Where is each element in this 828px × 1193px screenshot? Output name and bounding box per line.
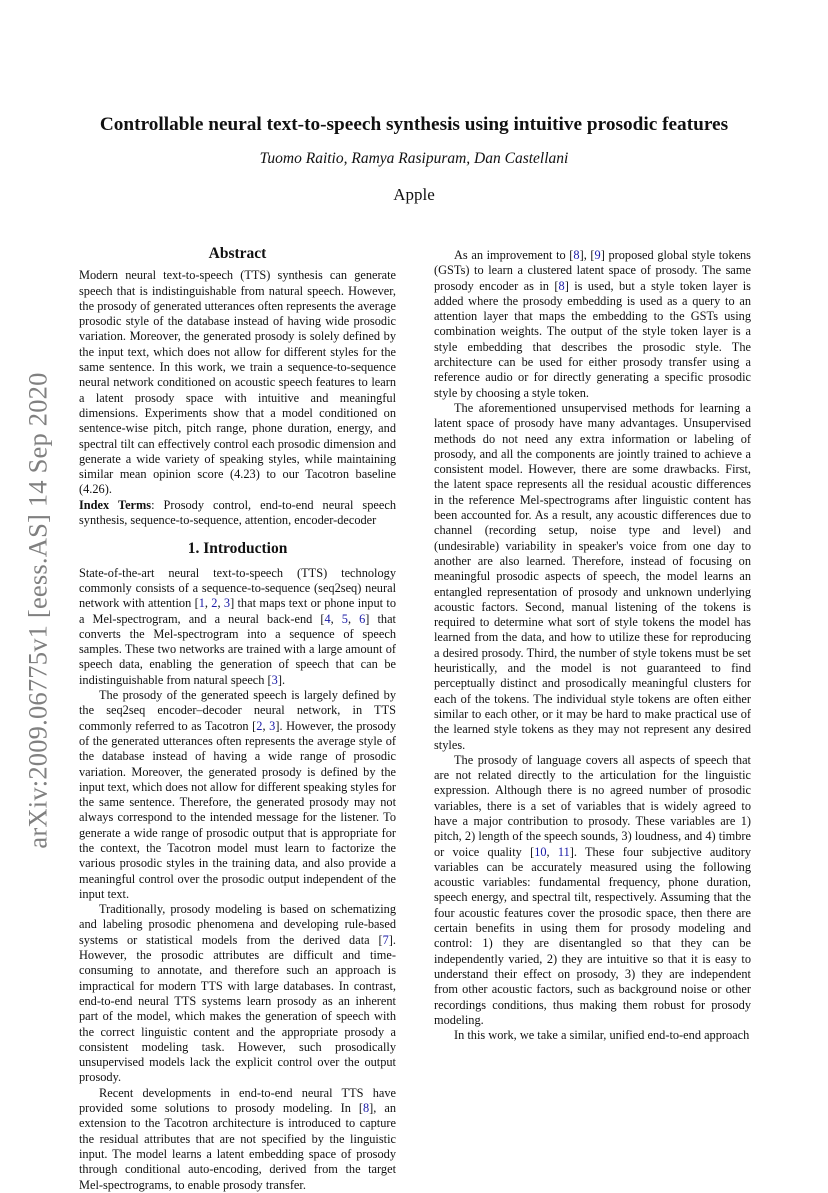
citation-link[interactable]: 6 bbox=[359, 611, 366, 626]
text-run: ]. However, the prosody of the generated utterances often represents the average style of the database instead of having a wide range of prosodic variation. Moreover, the generated prosody is defined by the input text, which does not allow for different speaking styles for the same sentence. Therefore, the generated prosody may not always correspond to the intended message for the listener. To generate a wide range of prosodic output that is appropriate for the context, the Tacotron model must learn to factorize the various prosodic styles in the training data, and also provide a meaningful control over the prosodic output independent of the input text. bbox=[79, 718, 396, 901]
text-run: ] proposed global style tokens (GSTs) to learn a clustered latent space of prosody. The same prosody encoder as in [ bbox=[434, 248, 751, 293]
text-run: ], an extension to the Tacotron architecture is introduced to capture the residual attributes that are not specified by the linguistic input. The model learns a latent embedding space of prosody through conditional auto-encoding, derived from the target Mel-spectrograms, to enable prosody transfer. bbox=[79, 1101, 396, 1192]
text-run: ] that converts the Mel-spectrogram into a sequence of speech samples. These two networks are trained with a large amount of speech data, enabling the generation of speech that can be indistinguishable from natural speech [ bbox=[79, 611, 396, 687]
text-run: ] is used, but a style token layer is added where the prosody embedding is used as a query to an attention layer that maps the embedding to the GSTs using combination weights. The output of the style token layer is a style embedding that describes the prosodic style. The architecture can be used for either prosody transfer using a reference audio or for directly generating a specific prosodic style by choosing a style token. bbox=[434, 278, 751, 400]
text-run: ]. However, the prosodic attributes are difficult and time-consuming to annotate, and therefore such an approach is impractical for modern TTS with large databases. In contrast, end-to-end neural TTS systems learn prosody as an inherent part of the model, which makes the generation of speech with the correct linguistic content and the appropriate prosody a consistent modeling task. However, such prosodically unsupervised models lack the explicit control over the output prosody. bbox=[79, 932, 396, 1085]
index-terms-label: Index Terms bbox=[79, 497, 152, 512]
paper-authors: Tuomo Raitio, Ramya Rasipuram, Dan Castellani bbox=[259, 150, 569, 167]
citation-link[interactable]: 3 bbox=[271, 672, 278, 687]
text-run: The prosody of the generated speech is largely defined by the seq2seq encoder–decoder neural network, in TTS commonly referred to as Tacotron [ bbox=[79, 688, 396, 733]
citation-link[interactable]: 8 bbox=[362, 1101, 370, 1116]
citation-link[interactable]: 4 bbox=[324, 611, 331, 626]
text-run: , bbox=[204, 596, 212, 611]
intro-paragraph-5 bbox=[434, 248, 751, 401]
intro-paragraph-1 bbox=[79, 566, 396, 688]
text-run: , bbox=[330, 611, 342, 626]
abstract-heading: Abstract bbox=[208, 245, 267, 262]
intro-paragraph-7 bbox=[434, 753, 751, 1028]
citation-link[interactable]: 3 bbox=[269, 718, 276, 733]
citation-link[interactable]: 8 bbox=[558, 278, 565, 293]
text-run: ]. These four subjective auditory variables can be accurately measured using the following acoustic variables: fundamental frequency, phone duration, speech energy, and spectral tilt, respectively. Assuming that the four acoustic features cover the prosodic space, then there are certain benefits in using them for prosody modeling and control: 1) they are disentangled so that they can be independently varied, 2) they are intuitive so that it is easy to understand their effect on prosody, 3) they are independent from other acoustic factors, such as background noise or other recordings conditions, thus making them robust for prosody modeling. bbox=[434, 844, 751, 1027]
citation-link[interactable]: 10 bbox=[534, 844, 547, 859]
citation-link[interactable]: 9 bbox=[594, 248, 601, 262]
paper-title: Controllable neural text-to-speech synthesis using intuitive prosodic features bbox=[99, 114, 729, 135]
intro-paragraph-8: In this work, we take a similar, unified end-to-end approach bbox=[454, 1028, 750, 1043]
introduction-heading: 1. Introduction bbox=[187, 540, 288, 558]
text-run: ] that maps text or phone input to a Mel-spectrogram, and a neural back-end [ bbox=[79, 596, 396, 626]
text-run: , bbox=[217, 596, 224, 611]
citation-link[interactable]: 11 bbox=[557, 844, 570, 859]
citation-link[interactable]: 5 bbox=[341, 611, 348, 626]
abstract-text: Modern neural text-to-speech (TTS) synthesis can generate speech that is indistinguishable from natural speech. However, the prosody of generated utterances often represents the average prosodic style of the database instead of having wide prosodic variation. Moreover, the generated prosody is solely defined by the input text, which does not allow for different styles for the same sentence. In this work, we train a sequence-to-sequence neural network conditioned on acoustic speech features to learn a latent prosody space with intuitive and meaningful dimensions. Experiments show that a model conditioned on sentence-wise pitch, pitch range, phone duration, energy, and spectral tilt can effectively control each prosodic dimension and generate a wide variety of speaking styles, while maintaining similar mean opinion score (4.23) to our Tacotron baseline (4.26). bbox=[79, 268, 396, 497]
citation-link[interactable]: 2 bbox=[256, 718, 263, 733]
right-column bbox=[434, 248, 751, 1043]
text-run: As an improvement to [ bbox=[454, 248, 574, 262]
text-run: Traditionally, prosody modeling is based on schematizing and labeling prosodic phenomena and developing rule-based systems or statistical models from the derived data [ bbox=[79, 902, 396, 947]
citation-link[interactable]: 7 bbox=[382, 932, 389, 947]
index-terms bbox=[79, 498, 396, 529]
citation-link[interactable]: 1 bbox=[198, 596, 205, 611]
text-run: , bbox=[347, 611, 360, 626]
arxiv-identifier-text: arXiv:2009.06775v1 [eess.AS] 14 Sep 2020 bbox=[22, 371, 53, 849]
text-run: ], [ bbox=[579, 248, 595, 262]
citation-link[interactable]: 2 bbox=[211, 596, 218, 611]
paper-affiliation: Apple bbox=[393, 185, 435, 204]
citation-link[interactable]: 8 bbox=[573, 248, 580, 262]
arxiv-identifier-stamp bbox=[16, 355, 60, 865]
text-run: The prosody of language covers all aspects of speech that are not related directly to the articulation for the linguistic expression. Although there is no agreed number of prosodic variables, there is a set of variables that is widely agreed to have a major contribution to prosody. These variables are 1) pitch, 2) length of the speech sounds, 3) loudness, and 4) timbre or voice quality [ bbox=[434, 752, 751, 859]
text-run: State-of-the-art neural text-to-speech (TTS) technology commonly consists of a sequence-to-sequence (seq2seq) neural network with attention [ bbox=[79, 565, 396, 611]
index-terms-text: : Prosody control, end-to-end neural speech synthesis, sequence-to-sequence, attention, encoder-decoder bbox=[79, 497, 396, 528]
intro-paragraph-6: The aforementioned unsupervised methods for learning a latent space of prosody have many advantages. Unsupervised methods do not need any extra information or labeling of prosody, and all the components are jointly trained to achieve a consistent model. However, there are some drawbacks. First, the latent space represents all the residual acoustic differences in the reference Mel-spectrograms after linguistic content has been accounted for. As a result, any acoustic differences due to channel (recording setup, noise type and level) and (undesirable) variability in speaker's voice from one day to another are also learned. Therefore, instead of focusing on meaningful prosodic aspects of speech, the model learns an entangled representation of prosody and unknown underlying acoustic factors. Second, manual listening of the tokens is required to determine what sort of style tokens the model has learned from the data, and how to utilize these for reproducing a desired prosody. Third, the number of style tokens must be set heuristically, and the model is not guaranteed to find perceptually distinct and prosodically meaningful clusters for each of the tokens. The individual style tokens are often either similar to each other, or it may be hard to make practical use of the learned style tokens as they may not represent any desired styles. bbox=[434, 400, 751, 752]
text-run: , bbox=[262, 718, 270, 733]
text-run: Recent developments in end-to-end neural TTS have provided some solutions to prosody modeling. In [ bbox=[79, 1085, 396, 1116]
intro-paragraph-4 bbox=[79, 1086, 396, 1193]
left-column bbox=[79, 246, 396, 1193]
intro-paragraph-3 bbox=[79, 902, 396, 1086]
text-run: ]. bbox=[277, 672, 286, 687]
citation-link[interactable]: 3 bbox=[223, 596, 231, 611]
text-run: , bbox=[546, 844, 558, 859]
intro-paragraph-2 bbox=[79, 688, 396, 902]
